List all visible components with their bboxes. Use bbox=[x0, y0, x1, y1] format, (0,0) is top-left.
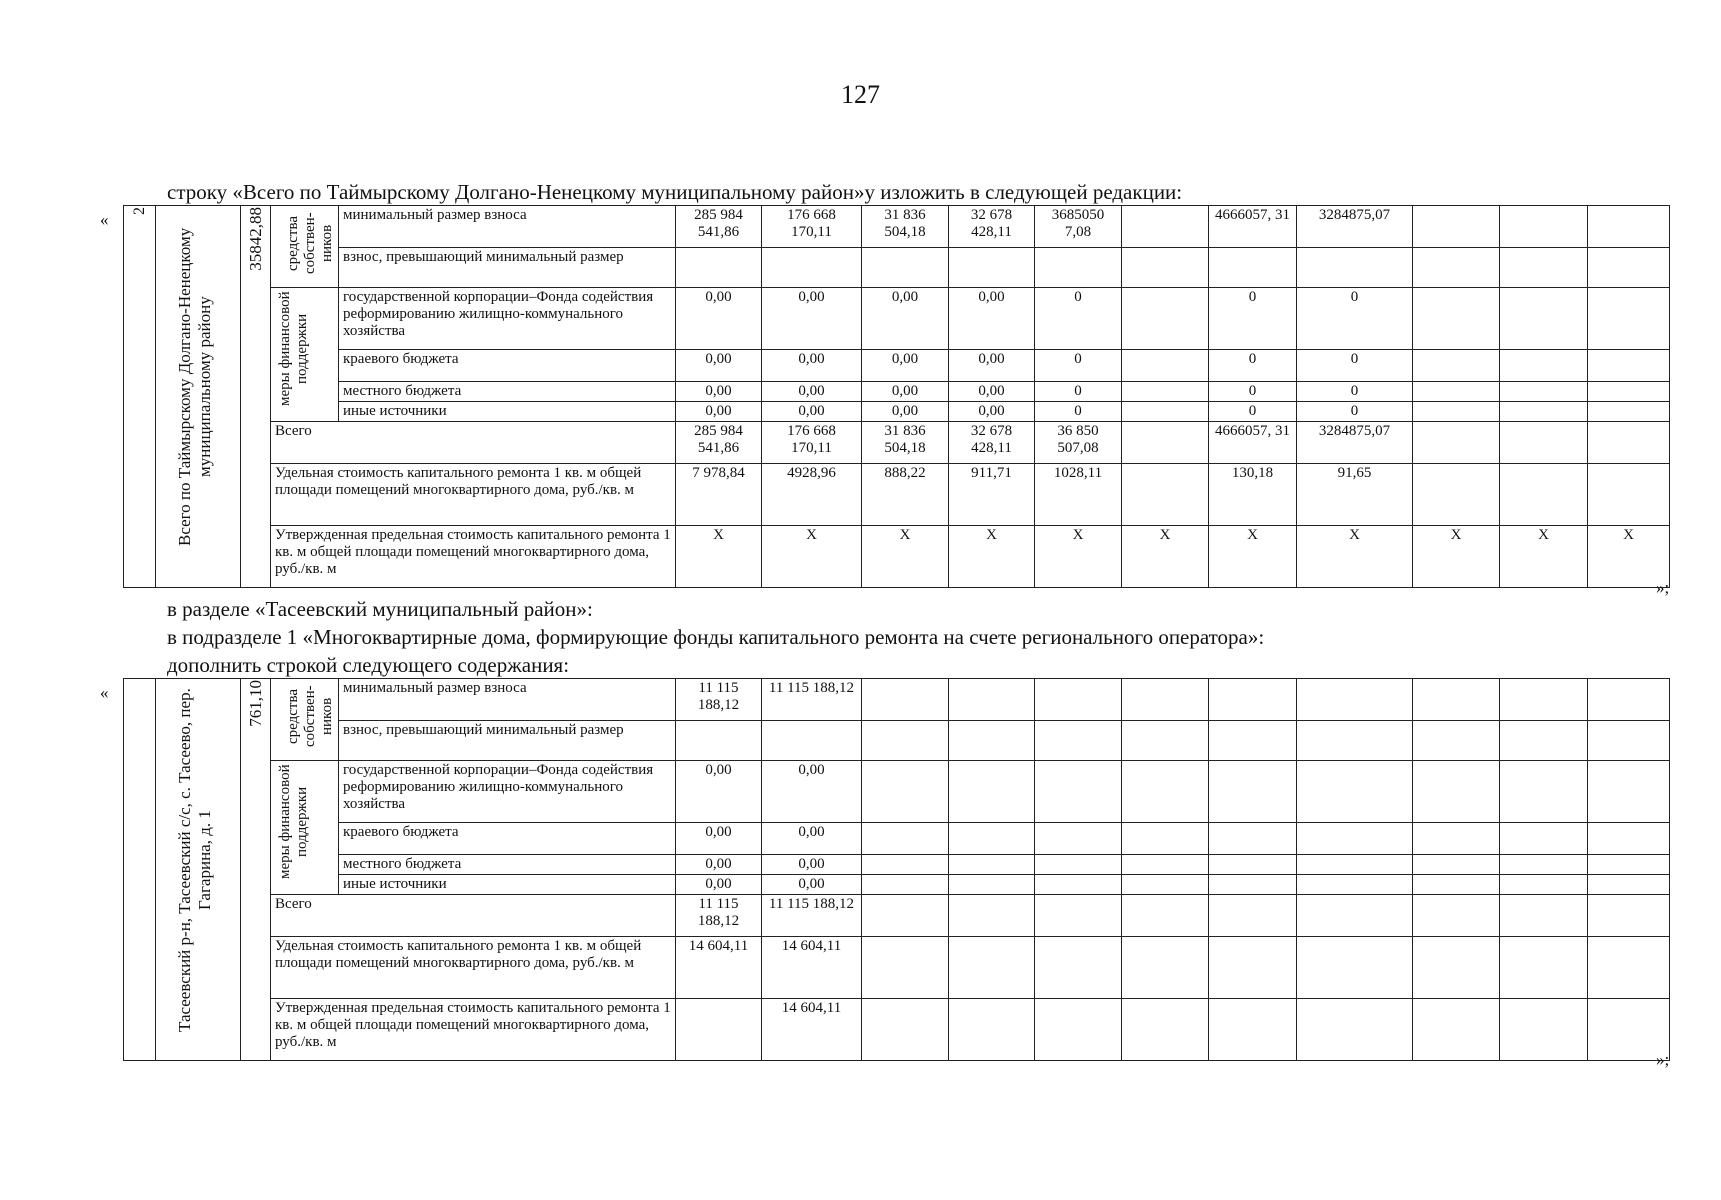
value-cell bbox=[1035, 875, 1122, 895]
value-cell: 31 836 504,18 bbox=[862, 422, 949, 464]
value-cell bbox=[1413, 206, 1500, 248]
value-cell: 0,00 bbox=[762, 823, 862, 855]
value-cell bbox=[1588, 248, 1670, 288]
row-label: иные источники bbox=[339, 402, 676, 422]
value-cell: 0 bbox=[1035, 382, 1122, 402]
value-cell bbox=[1209, 721, 1297, 761]
table-taseevsky bbox=[123, 678, 1670, 1061]
value-cell: 0,00 bbox=[676, 761, 762, 823]
value-cell bbox=[1209, 937, 1297, 999]
value-cell: 0,00 bbox=[762, 855, 862, 875]
value-cell bbox=[1209, 248, 1297, 288]
row-label: местного бюджета bbox=[339, 855, 676, 875]
value-cell bbox=[862, 761, 949, 823]
table-row bbox=[124, 999, 1670, 1061]
value-cell: 32 678 428,11 bbox=[949, 206, 1035, 248]
value-cell bbox=[676, 999, 762, 1061]
value-cell: 0,00 bbox=[762, 875, 862, 895]
row-label: взнос, превышающий минимальный размер bbox=[339, 721, 676, 761]
value-cell bbox=[1413, 761, 1500, 823]
value-cell bbox=[1413, 402, 1500, 422]
value-cell bbox=[1297, 999, 1413, 1061]
value-cell bbox=[862, 823, 949, 855]
value-cell bbox=[1588, 206, 1670, 248]
value-cell: 0 bbox=[1035, 350, 1122, 382]
table-row bbox=[124, 422, 1670, 464]
value-cell bbox=[1588, 679, 1670, 721]
value-cell bbox=[1500, 761, 1588, 823]
value-cell bbox=[1035, 999, 1122, 1061]
value-cell: 0 bbox=[1209, 350, 1297, 382]
value-cell bbox=[1122, 248, 1209, 288]
value-cell: 0,00 bbox=[676, 855, 762, 875]
value-cell bbox=[1413, 248, 1500, 288]
value-cell: X bbox=[1588, 526, 1670, 588]
value-cell bbox=[1413, 288, 1500, 350]
value-cell: 0 bbox=[1035, 288, 1122, 350]
value-cell bbox=[949, 823, 1035, 855]
value-cell bbox=[1588, 402, 1670, 422]
value-cell bbox=[1122, 464, 1209, 526]
value-cell: 0,00 bbox=[949, 350, 1035, 382]
row-label: Удельная стоимость капитального ремонта 1 кв. м общей площади помещений многоквартирного дома, руб./кв. м bbox=[271, 464, 676, 526]
add-line: дополнить строкой следующего содержания: bbox=[167, 653, 570, 677]
value-cell: 888,22 bbox=[862, 464, 949, 526]
value-cell bbox=[1500, 350, 1588, 382]
value-cell bbox=[949, 248, 1035, 288]
value-cell bbox=[1413, 721, 1500, 761]
value-cell bbox=[1588, 761, 1670, 823]
value-cell: 0 bbox=[1209, 288, 1297, 350]
value-cell bbox=[676, 248, 762, 288]
value-cell: 0,00 bbox=[676, 402, 762, 422]
value-cell bbox=[1500, 382, 1588, 402]
value-cell bbox=[1500, 288, 1588, 350]
open-quote-1: « bbox=[100, 210, 109, 229]
value-cell bbox=[949, 895, 1035, 937]
value-cell: 0,00 bbox=[862, 382, 949, 402]
value-cell bbox=[1500, 402, 1588, 422]
page-number: 127 bbox=[841, 80, 880, 109]
value-cell bbox=[1297, 248, 1413, 288]
value-cell: 0,00 bbox=[949, 402, 1035, 422]
value-cell bbox=[1588, 464, 1670, 526]
value-cell: 36 850 507,08 bbox=[1035, 422, 1122, 464]
value-cell bbox=[1588, 422, 1670, 464]
value-cell: 176 668 170,11 bbox=[762, 422, 862, 464]
row-number: 2 bbox=[130, 207, 148, 215]
table-row bbox=[124, 721, 1670, 761]
object-name-cell bbox=[156, 679, 241, 1061]
value-cell bbox=[1500, 464, 1588, 526]
table-row bbox=[124, 288, 1670, 350]
value-cell bbox=[1500, 679, 1588, 721]
value-cell bbox=[1413, 679, 1500, 721]
value-cell bbox=[1035, 895, 1122, 937]
value-cell: 4928,96 bbox=[762, 464, 862, 526]
value-cell: X bbox=[1035, 526, 1122, 588]
object-name-cell bbox=[156, 206, 241, 588]
row-label: Утвержденная предельная стоимость капитального ремонта 1 кв. м общей площади помещений многоквартирного дома, руб./кв. м bbox=[271, 999, 676, 1061]
value-cell bbox=[1035, 721, 1122, 761]
group-owner-funds-cell bbox=[271, 206, 339, 288]
row-label: Удельная стоимость капитального ремонта 1 кв. м общей площади помещений многоквартирного дома, руб./кв. м bbox=[271, 937, 676, 999]
value-cell bbox=[1209, 875, 1297, 895]
value-cell bbox=[1297, 823, 1413, 855]
value-cell bbox=[1413, 895, 1500, 937]
value-cell: 14 604,11 bbox=[676, 937, 762, 999]
value-cell: 0,00 bbox=[762, 288, 862, 350]
value-cell bbox=[1413, 823, 1500, 855]
value-cell bbox=[1122, 402, 1209, 422]
value-cell bbox=[949, 999, 1035, 1061]
value-cell bbox=[1413, 937, 1500, 999]
value-cell bbox=[1500, 999, 1588, 1061]
value-cell: 0,00 bbox=[676, 288, 762, 350]
value-cell: 7 978,84 bbox=[676, 464, 762, 526]
value-cell bbox=[1035, 761, 1122, 823]
row-number-cell bbox=[124, 206, 156, 588]
table-row bbox=[124, 248, 1670, 288]
value-cell bbox=[1413, 350, 1500, 382]
value-cell: 0,00 bbox=[949, 288, 1035, 350]
table-row bbox=[124, 823, 1670, 855]
value-cell bbox=[1122, 855, 1209, 875]
value-cell: X bbox=[676, 526, 762, 588]
value-cell bbox=[862, 875, 949, 895]
value-cell bbox=[1122, 895, 1209, 937]
value-cell bbox=[676, 721, 762, 761]
value-cell: 4666057, 31 bbox=[1209, 422, 1297, 464]
value-cell: X bbox=[1297, 526, 1413, 588]
area-cell bbox=[241, 206, 271, 588]
row-label: государственной корпорации–Фонда содействия реформированию жилищно-коммунального хозяйства bbox=[339, 761, 676, 823]
value-cell: 11 115 188,12 bbox=[676, 679, 762, 721]
value-cell bbox=[1122, 999, 1209, 1061]
table-row bbox=[124, 526, 1670, 588]
value-cell bbox=[1500, 937, 1588, 999]
row-label: минимальный размер взноса bbox=[339, 679, 676, 721]
value-cell bbox=[1297, 679, 1413, 721]
value-cell bbox=[949, 855, 1035, 875]
value-cell bbox=[1122, 350, 1209, 382]
value-cell: 0,00 bbox=[676, 350, 762, 382]
value-cell: 0,00 bbox=[862, 402, 949, 422]
group-support: меры финансовой поддержки bbox=[276, 764, 310, 880]
value-cell bbox=[1122, 382, 1209, 402]
value-cell: 0,00 bbox=[676, 382, 762, 402]
value-cell bbox=[1500, 206, 1588, 248]
value-cell bbox=[1500, 895, 1588, 937]
row-label: Утвержденная предельная стоимость капитального ремонта 1 кв. м общей площади помещений многоквартирного дома, руб./кв. м bbox=[271, 526, 676, 588]
value-cell bbox=[1413, 464, 1500, 526]
value-cell bbox=[1588, 875, 1670, 895]
row-label: Всего bbox=[271, 422, 676, 464]
value-cell: 0 bbox=[1035, 402, 1122, 422]
value-cell bbox=[1588, 855, 1670, 875]
value-cell bbox=[1413, 382, 1500, 402]
value-cell bbox=[1297, 721, 1413, 761]
value-cell bbox=[1122, 206, 1209, 248]
value-cell bbox=[1413, 422, 1500, 464]
value-cell: 176 668 170,11 bbox=[762, 206, 862, 248]
close-quote-2: »; bbox=[1656, 1050, 1670, 1069]
value-cell bbox=[1122, 679, 1209, 721]
table-row bbox=[124, 402, 1670, 422]
value-cell: 0,00 bbox=[949, 382, 1035, 402]
value-cell bbox=[1413, 875, 1500, 895]
value-cell bbox=[1297, 895, 1413, 937]
value-cell bbox=[1500, 823, 1588, 855]
value-cell bbox=[949, 721, 1035, 761]
value-cell: X bbox=[1122, 526, 1209, 588]
value-cell bbox=[1500, 855, 1588, 875]
area-cell bbox=[241, 679, 271, 1061]
group-support-cell bbox=[271, 761, 339, 895]
group-support: меры финансовой поддержки bbox=[276, 291, 310, 407]
value-cell bbox=[862, 721, 949, 761]
value-cell bbox=[1122, 288, 1209, 350]
value-cell: 32 678 428,11 bbox=[949, 422, 1035, 464]
value-cell bbox=[1122, 422, 1209, 464]
value-cell bbox=[1413, 999, 1500, 1061]
value-cell: 0,00 bbox=[676, 823, 762, 855]
value-cell bbox=[1035, 823, 1122, 855]
value-cell: 911,71 bbox=[949, 464, 1035, 526]
row-label: взнос, превышающий минимальный размер bbox=[339, 248, 676, 288]
value-cell bbox=[862, 895, 949, 937]
value-cell bbox=[862, 855, 949, 875]
group-owner-funds-cell bbox=[271, 679, 339, 761]
value-cell bbox=[1588, 721, 1670, 761]
table-row bbox=[124, 464, 1670, 526]
value-cell bbox=[1122, 875, 1209, 895]
table-row bbox=[124, 895, 1670, 937]
object-name: Всего по Таймырскому Долгано-Ненецкому муниципальному району bbox=[175, 227, 214, 547]
value-cell: 3685050 7,08 bbox=[1035, 206, 1122, 248]
subsection-line: в подразделе 1 «Многоквартирные дома, формирующие фонды капитального ремонта на счете регионального оператора»: bbox=[167, 625, 1265, 649]
value-cell: 14 604,11 bbox=[762, 999, 862, 1061]
value-cell: 4666057, 31 bbox=[1209, 206, 1297, 248]
intro-line: строку «Всего по Таймырскому Долгано-Ненецкому муниципальному район»у изложить в следующей редакции: bbox=[167, 180, 1183, 204]
value-cell bbox=[762, 248, 862, 288]
object-name: Тасеевский р-н, Тасеевский с/с, с. Тасеево, пер. Гагарина, д. 1 bbox=[175, 688, 214, 1032]
value-cell: 31 836 504,18 bbox=[862, 206, 949, 248]
value-cell bbox=[1209, 823, 1297, 855]
value-cell bbox=[949, 761, 1035, 823]
value-cell bbox=[1122, 721, 1209, 761]
value-cell bbox=[1588, 288, 1670, 350]
value-cell: 285 984 541,86 bbox=[676, 206, 762, 248]
value-cell: X bbox=[949, 526, 1035, 588]
group-support-cell bbox=[271, 288, 339, 422]
value-cell: 3284875,07 bbox=[1297, 206, 1413, 248]
value-cell bbox=[1588, 937, 1670, 999]
table-row bbox=[124, 206, 1670, 248]
row-label: краевого бюджета bbox=[339, 350, 676, 382]
value-cell: 0 bbox=[1297, 350, 1413, 382]
value-cell: 1028,11 bbox=[1035, 464, 1122, 526]
value-cell: 0 bbox=[1209, 402, 1297, 422]
value-cell: 3284875,07 bbox=[1297, 422, 1413, 464]
value-cell bbox=[1297, 937, 1413, 999]
value-cell bbox=[1500, 422, 1588, 464]
row-label: минимальный размер взноса bbox=[339, 206, 676, 248]
value-cell bbox=[1413, 855, 1500, 875]
value-cell bbox=[1035, 679, 1122, 721]
group-owner-funds: средства собствен-ников bbox=[284, 212, 335, 274]
value-cell: 0,00 bbox=[762, 382, 862, 402]
value-cell bbox=[1035, 937, 1122, 999]
close-quote-1: »; bbox=[1656, 578, 1670, 597]
value-cell bbox=[949, 679, 1035, 721]
area-value: 35842,88 bbox=[245, 207, 265, 271]
value-cell bbox=[1122, 823, 1209, 855]
value-cell: 0,00 bbox=[862, 288, 949, 350]
value-cell: 0,00 bbox=[762, 761, 862, 823]
value-cell bbox=[1500, 875, 1588, 895]
value-cell: X bbox=[762, 526, 862, 588]
table-row bbox=[124, 855, 1670, 875]
table-row bbox=[124, 937, 1670, 999]
value-cell bbox=[1209, 679, 1297, 721]
table-row bbox=[124, 382, 1670, 402]
value-cell bbox=[1588, 823, 1670, 855]
value-cell: 0 bbox=[1209, 382, 1297, 402]
value-cell: 0 bbox=[1297, 402, 1413, 422]
row-label: местного бюджета bbox=[339, 382, 676, 402]
value-cell bbox=[1297, 875, 1413, 895]
group-owner-funds: средства собствен-ников bbox=[284, 685, 335, 747]
value-cell: X bbox=[1413, 526, 1500, 588]
value-cell bbox=[1500, 248, 1588, 288]
value-cell: 11 115 188,12 bbox=[676, 895, 762, 937]
table-row bbox=[124, 875, 1670, 895]
value-cell: 0,00 bbox=[676, 875, 762, 895]
row-label: Всего bbox=[271, 895, 676, 937]
value-cell bbox=[1209, 855, 1297, 875]
value-cell: 285 984 541,86 bbox=[676, 422, 762, 464]
value-cell bbox=[1122, 761, 1209, 823]
value-cell: 0,00 bbox=[762, 350, 862, 382]
value-cell bbox=[1209, 999, 1297, 1061]
value-cell bbox=[1035, 855, 1122, 875]
value-cell bbox=[762, 721, 862, 761]
value-cell bbox=[1209, 761, 1297, 823]
open-quote-2: « bbox=[100, 683, 109, 702]
area-value: 761,10 bbox=[245, 680, 265, 727]
value-cell bbox=[949, 875, 1035, 895]
value-cell bbox=[1297, 855, 1413, 875]
value-cell: 0,00 bbox=[762, 402, 862, 422]
value-cell bbox=[1122, 937, 1209, 999]
value-cell bbox=[862, 999, 949, 1061]
section-line: в разделе «Тасеевский муниципальный район»: bbox=[167, 597, 593, 621]
value-cell: 11 115 188,12 bbox=[762, 679, 862, 721]
value-cell: 0 bbox=[1297, 288, 1413, 350]
row-label: краевого бюджета bbox=[339, 823, 676, 855]
value-cell: 130,18 bbox=[1209, 464, 1297, 526]
value-cell: X bbox=[862, 526, 949, 588]
table-row bbox=[124, 350, 1670, 382]
row-label: иные источники bbox=[339, 875, 676, 895]
value-cell: 0 bbox=[1297, 382, 1413, 402]
value-cell bbox=[862, 679, 949, 721]
value-cell: X bbox=[1500, 526, 1588, 588]
value-cell bbox=[1297, 761, 1413, 823]
row-number-cell bbox=[124, 679, 156, 1061]
value-cell: X bbox=[1209, 526, 1297, 588]
table-row bbox=[124, 679, 1670, 721]
value-cell: 11 115 188,12 bbox=[762, 895, 862, 937]
value-cell bbox=[1588, 382, 1670, 402]
value-cell bbox=[1500, 721, 1588, 761]
table-taimyr-total bbox=[123, 205, 1670, 588]
value-cell bbox=[1588, 895, 1670, 937]
value-cell: 0,00 bbox=[862, 350, 949, 382]
row-label: государственной корпорации–Фонда содействия реформированию жилищно-коммунального хозяйства bbox=[339, 288, 676, 350]
value-cell: 91,65 bbox=[1297, 464, 1413, 526]
value-cell bbox=[1035, 248, 1122, 288]
value-cell bbox=[862, 937, 949, 999]
value-cell bbox=[1209, 895, 1297, 937]
value-cell: 14 604,11 bbox=[762, 937, 862, 999]
table-row bbox=[124, 761, 1670, 823]
value-cell bbox=[862, 248, 949, 288]
value-cell bbox=[1588, 350, 1670, 382]
value-cell bbox=[949, 937, 1035, 999]
